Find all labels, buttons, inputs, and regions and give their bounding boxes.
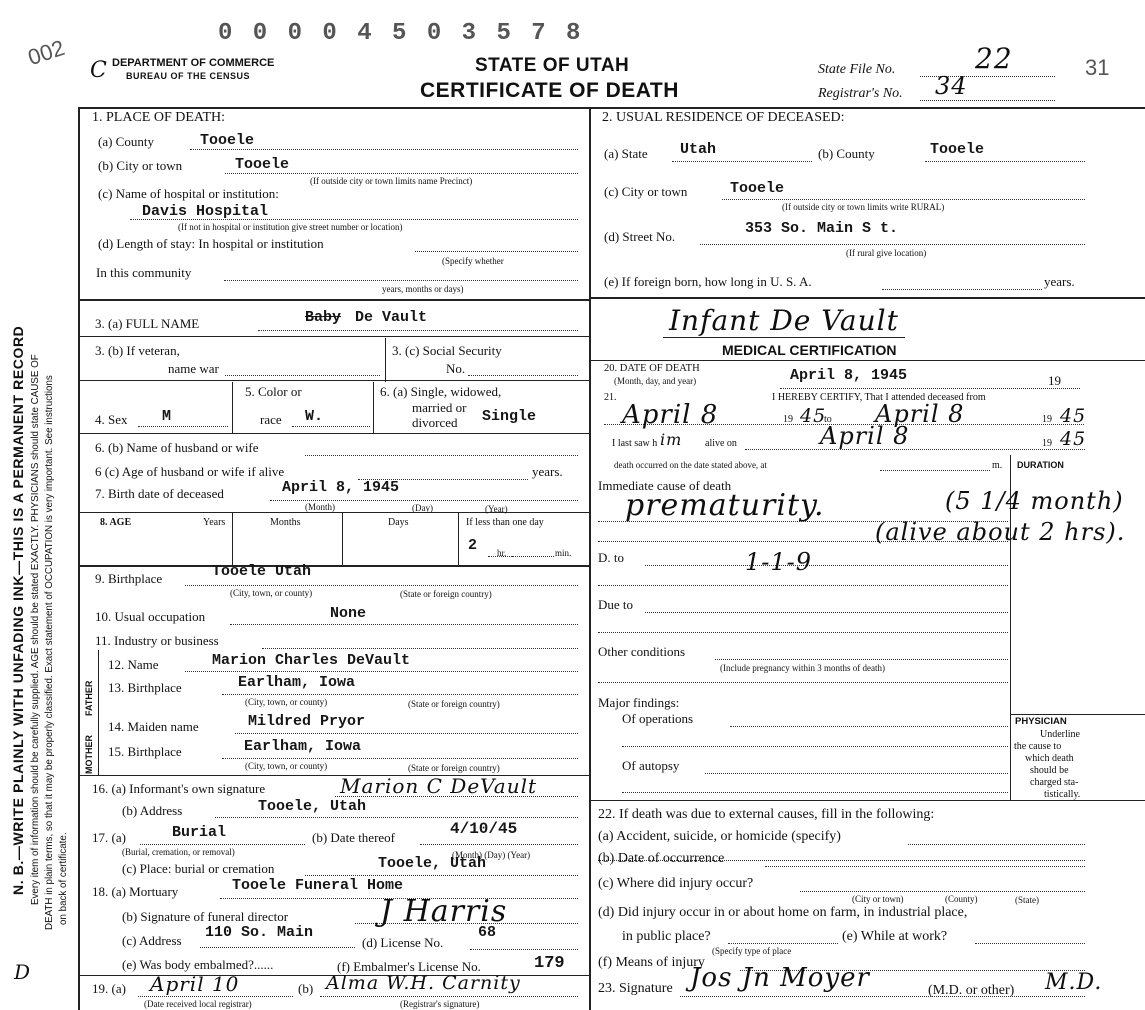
death-occurred-label: death occurred on the date stated above, at <box>614 460 767 470</box>
foreign-born-label: (e) If foreign born, how long in U. S. A. <box>604 274 812 289</box>
informant-address-value[interactable]: Tooele, Utah <box>258 798 367 815</box>
informant-address-label: (b) Address <box>122 803 183 818</box>
registrar-label: 19. (a) <box>92 981 126 996</box>
birth-date-value[interactable]: April 8, 1945 <box>282 479 400 496</box>
margin-note-left: 002 <box>24 34 68 71</box>
registrar-date-value[interactable]: April 10 <box>150 972 240 996</box>
bureau-title: BUREAU OF THE CENSUS <box>126 71 251 81</box>
age-less-than-day: If less than one day <box>466 517 544 528</box>
informant-signature[interactable]: Marion C DeVault <box>340 774 538 798</box>
sidebar-notice: N. B.—WRITE PLAINLY WITH UNFADING INK—THIS IS A PERMANENT RECORD <box>10 325 26 895</box>
death-city-note: (If outside city or town limits name Precinct) <box>310 176 473 186</box>
physician-note-2: the cause to <box>1014 741 1062 752</box>
name-row-rule <box>78 336 591 337</box>
last-saw-date[interactable]: April 8 <box>820 422 910 450</box>
father-birthplace-value[interactable]: Earlham, Iowa <box>238 674 356 691</box>
race-label: race <box>260 412 282 427</box>
external-public-label: in public place? <box>622 929 711 944</box>
physician-note-3: which death <box>1025 753 1074 764</box>
last-saw-19: 19 <box>1042 438 1052 449</box>
registrar-signature[interactable]: Alma W.H. Carnity <box>326 972 521 994</box>
burial-date-note: (Month) (Day) (Year) <box>452 850 531 860</box>
place-of-death-title: 1. PLACE OF DEATH: <box>92 110 226 125</box>
mother-maiden-label: 14. Maiden name <box>108 719 199 734</box>
mother-side-label: MOTHER <box>84 735 94 774</box>
residence-state-value[interactable]: Utah <box>680 141 717 158</box>
external-specify-note: (Specify type of place <box>712 946 792 956</box>
duration-heading: DURATION <box>1017 460 1064 470</box>
signature-23-label: 23. Signature <box>598 981 673 996</box>
residence-city-label: (c) City or town <box>604 184 688 199</box>
alive-on-label: alive on <box>705 438 737 449</box>
registrar-b-label: (b) <box>298 981 314 996</box>
race-value[interactable]: W. <box>305 408 324 425</box>
last-saw-year[interactable]: 45 <box>1060 428 1087 450</box>
birth-date-label: 7. Birth date of deceased <box>95 486 224 501</box>
ssn-no-label: No. <box>446 361 466 376</box>
burial-place-value[interactable]: Tooele, Utah <box>378 855 487 872</box>
external-city-note: (City or town) <box>852 894 904 904</box>
registrar-date-note: (Date received local registrar) <box>144 999 252 1009</box>
burial-note: (Burial, cremation, or removal) <box>122 847 235 857</box>
md-or-other-label: (M.D. or other) <box>928 983 1015 998</box>
due-to-label: Due to <box>598 597 634 612</box>
burial-date-value[interactable]: 4/10/45 <box>450 820 518 838</box>
immediate-cause-alive-note[interactable]: (alive about 2 hrs). <box>875 518 1126 546</box>
stay-label: (d) Length of stay: In hospital or institution <box>98 236 324 251</box>
community-label: In this community <box>96 265 192 280</box>
death-county-value[interactable]: Tooele <box>200 132 255 149</box>
form-left-border <box>78 107 80 1010</box>
funeral-director-label: (b) Signature of funeral director <box>122 909 289 924</box>
item-21-number: 21. <box>604 392 617 403</box>
external-a-label: (a) Accident, suicide, or homicide (specify) <box>598 829 841 844</box>
external-f-label: (f) Means of injury <box>598 955 705 970</box>
age-top-rule <box>78 512 591 513</box>
external-state-note: (State) <box>1015 895 1039 905</box>
veteran-row-rule <box>78 380 591 381</box>
age-months-label: Months <box>270 517 301 528</box>
physician-note-6: tistically. <box>1044 789 1081 800</box>
marital-value[interactable]: Single <box>482 408 537 425</box>
other-conditions-label: Other conditions <box>598 644 686 659</box>
state-file-value: 22 <box>975 42 1013 75</box>
age-bottom-rule <box>78 565 591 567</box>
spouse-name-label: 6. (b) Name of husband or wife <box>95 440 259 455</box>
external-e-label: (e) While at work? <box>842 929 948 944</box>
mortuary-address-value[interactable]: 110 So. Main <box>205 924 314 941</box>
birth-year-note: (Year) <box>485 504 508 514</box>
external-causes-title: 22. If death was due to external causes, fill in the following: <box>598 807 935 822</box>
marital-married: married or <box>412 400 467 415</box>
hospital-note: (If not in hospital or institution give street number or location) <box>178 222 403 232</box>
mother-birthplace-note-1: (City, town, or county) <box>245 761 328 771</box>
stay-years-note: years, months or days) <box>382 284 464 294</box>
age-days-label: Days <box>388 517 409 528</box>
mother-birthplace-note-2: (State or foreign country) <box>408 763 500 773</box>
residence-state-label: (a) State <box>604 146 648 161</box>
parents-side-rule <box>98 650 99 775</box>
residence-title: 2. USUAL RESIDENCE OF DECEASED: <box>602 110 845 125</box>
residence-city-value[interactable]: Tooele <box>730 180 785 197</box>
of-autopsy-label: Of autopsy <box>622 758 680 773</box>
physician-box-rule <box>1010 714 1145 715</box>
age-min-label: min. <box>555 548 572 558</box>
full-name-label: 3. (a) FULL NAME <box>95 316 200 331</box>
birthplace-label: 9. Birthplace <box>95 571 163 586</box>
embalmed-label: (e) Was body embalmed?...... <box>122 957 274 972</box>
death-city-label: (b) City or town <box>98 158 183 173</box>
age-label: 8. AGE <box>100 517 132 528</box>
attended-to-date[interactable]: April 8 <box>875 400 965 428</box>
spouse-age-label: 6 (c) Age of husband or wife if alive <box>95 464 285 479</box>
marital-divorced: divorced <box>412 415 458 430</box>
mother-birthplace-value[interactable]: Earlham, Iowa <box>244 738 362 755</box>
physician-signature[interactable]: Jos Jn Moyer <box>690 963 870 993</box>
embalmer-license-value[interactable]: 179 <box>534 954 565 973</box>
certificate-serial: 0 0 0 0 4 5 0 3 5 7 8 <box>218 20 584 47</box>
other-conditions-note: (Include pregnancy within 3 months of death) <box>720 663 885 673</box>
burial-value[interactable]: Burial <box>172 824 227 841</box>
age-months-divider <box>342 513 343 566</box>
form-center-divider <box>589 107 591 1010</box>
birthplace-note-2: (State or foreign country) <box>400 589 492 599</box>
sidebar-instructions-1: Every item of information should be carefully supplied. AGE should be stated EXACTLY. PHYSICIANS should state CAUSE OF <box>30 354 41 905</box>
margin-mark-c: C <box>90 58 108 83</box>
physician-heading: PHYSICIAN <box>1015 716 1067 727</box>
attended-to-label: to <box>824 414 832 425</box>
full-name-value[interactable]: De Vault <box>355 309 428 326</box>
father-name-label: 12. Name <box>108 657 159 672</box>
age-hr-label: hr. <box>497 548 507 558</box>
date-of-death-label: 20. DATE OF DEATH <box>604 363 700 374</box>
residence-street-note: (If rural give location) <box>846 248 927 258</box>
mortuary-label: 18. (a) Mortuary <box>92 884 179 899</box>
place-bottom-rule <box>78 299 591 301</box>
cause-d-to-hand[interactable]: 1-1-9 <box>745 548 813 576</box>
sidebar-instructions-3: on back of certificate. <box>58 832 69 925</box>
last-saw-hand[interactable]: im <box>660 430 683 449</box>
residence-city-note: (If outside city or town limits write RURAL) <box>782 202 945 212</box>
external-c-label: (c) Where did injury occur? <box>598 876 754 891</box>
birthplace-value[interactable]: Tooele Utah <box>212 563 312 580</box>
sidebar-instructions-2: DEATH in plain terms, so that it may be properly classified. Exact statement of OCCUPATION is very important. See instructions <box>44 375 55 930</box>
color-label: 5. Color or <box>245 384 302 399</box>
form-top-border <box>78 107 1145 109</box>
informant-label: 16. (a) Informant's own signature <box>92 781 266 796</box>
mother-maiden-value[interactable]: Mildred Pryor <box>248 713 366 730</box>
date-of-death-note: (Month, day, and year) <box>614 376 697 386</box>
funeral-director-signature[interactable]: J Harris <box>380 894 508 929</box>
external-b-label: (b) Date of occurrence <box>598 851 725 866</box>
immediate-cause-label: Immediate cause of death <box>598 478 732 493</box>
registrar-no-value: 34 <box>935 72 968 100</box>
father-birthplace-note-1: (City, town, or county) <box>245 697 328 707</box>
medical-certification-title: MEDICAL CERTIFICATION <box>722 342 897 358</box>
immediate-cause-months[interactable]: (5 1/4 month) <box>945 487 1124 515</box>
occupation-label: 10. Usual occupation <box>95 609 206 624</box>
attended-to-year[interactable]: 45 <box>1060 405 1087 427</box>
ssn-divider <box>385 338 386 382</box>
foreign-born-years: years. <box>1044 274 1075 289</box>
of-operations-label: Of operations <box>622 711 694 726</box>
external-d-label: (d) Did injury occur in or about home on farm, in industrial place, <box>598 905 968 920</box>
medical-title-rule <box>589 360 1145 361</box>
certificate-title: CERTIFICATE OF DEATH <box>420 79 679 102</box>
registrar-signature-note: (Registrar's signature) <box>400 999 480 1009</box>
age-years-divider <box>232 513 233 566</box>
major-findings-label: Major findings: <box>598 695 680 710</box>
veteran-label: 3. (b) If veteran, <box>95 343 180 358</box>
age-years-label: Years <box>203 517 226 528</box>
burial-place-label: (c) Place: burial or cremation <box>122 861 275 876</box>
sex-row-rule <box>78 433 591 434</box>
residence-street-value[interactable]: 353 So. Main S t. <box>745 220 899 237</box>
stay-specify-note: (Specify whether <box>442 256 504 266</box>
state-file-label: State File No. <box>818 62 896 77</box>
ssn-label: 3. (c) Social Security <box>392 343 502 358</box>
hospital-value[interactable]: Davis Hospital <box>142 203 269 220</box>
immediate-cause-value[interactable]: prematurity. <box>625 488 825 523</box>
license-value[interactable]: 68 <box>478 924 497 941</box>
attended-to-19: 19 <box>1042 414 1052 425</box>
occupation-value[interactable]: None <box>330 605 367 622</box>
birthplace-note-1: (City, town, or county) <box>230 588 313 598</box>
full-name-handwritten[interactable]: Infant De Vault <box>663 304 905 338</box>
father-name-value[interactable]: Marion Charles DeVault <box>212 652 411 669</box>
mortuary-value[interactable]: Tooele Funeral Home <box>232 877 404 894</box>
attended-from-date[interactable]: April 8 <box>622 400 719 430</box>
mother-birthplace-label: 15. Birthplace <box>108 744 182 759</box>
margin-mark-d: D <box>14 960 32 984</box>
death-occurred-m: m. <box>992 460 1003 471</box>
attended-from-year[interactable]: 45 <box>800 405 827 427</box>
state-title: STATE OF UTAH <box>475 55 630 76</box>
physician-signature-tail[interactable]: M.D. <box>1045 970 1103 995</box>
father-side-label: FATHER <box>84 680 94 716</box>
death-city-value[interactable]: Tooele <box>235 156 290 173</box>
certify-text: I HEREBY CERTIFY, That I attended deceased from <box>772 392 986 403</box>
birth-month-note: (Month) <box>305 502 335 512</box>
death-county-label: (a) County <box>98 134 154 149</box>
age-hours-value[interactable]: 2 <box>468 537 478 554</box>
residence-county-label: (b) County <box>818 146 875 161</box>
department-title: DEPARTMENT OF COMMERCE <box>112 57 275 69</box>
spouse-age-years: years. <box>532 464 563 479</box>
full-name-struck[interactable]: Baby <box>305 309 342 326</box>
residence-street-label: (d) Street No. <box>604 229 676 244</box>
attended-from-19: 19 <box>783 414 793 425</box>
hospital-label: (c) Name of hospital or institution: <box>98 186 279 201</box>
external-county-note: (County) <box>945 894 978 904</box>
margin-note-right: 31 <box>1085 55 1110 80</box>
marital-divider <box>373 382 374 434</box>
external-causes-rule <box>589 800 1145 801</box>
physician-note-1: Underline <box>1040 729 1080 740</box>
residence-county-value[interactable]: Tooele <box>930 141 985 158</box>
physician-note-5: charged sta- <box>1030 777 1079 788</box>
date-of-death-value[interactable]: April 8, 1945 <box>790 367 908 384</box>
physician-note-4: should be <box>1030 765 1069 776</box>
sex-value[interactable]: M <box>162 408 172 425</box>
mortuary-address-label: (c) Address <box>122 933 182 948</box>
sex-label: 4. Sex <box>95 412 128 427</box>
color-divider <box>232 382 233 434</box>
cause-d-to-label: D. to <box>598 550 624 565</box>
age-days-divider <box>458 513 459 566</box>
father-birthplace-note-2: (State or foreign country) <box>408 699 500 709</box>
date-of-death-19: 19 <box>1048 373 1061 388</box>
marital-label: 6. (a) Single, widowed, <box>380 384 502 399</box>
industry-label: 11. Industry or business <box>95 633 219 648</box>
war-label: name war <box>168 361 219 376</box>
license-label: (d) License No. <box>362 935 444 950</box>
birth-day-note: (Day) <box>412 503 433 513</box>
burial-label: 17. (a) <box>92 830 126 845</box>
burial-date-label: (b) Date thereof <box>312 830 396 845</box>
father-birthplace-label: 13. Birthplace <box>108 680 182 695</box>
registrar-no-label: Registrar's No. <box>818 86 903 101</box>
residence-bottom-rule <box>589 297 1145 299</box>
embalmer-license-label: (f) Embalmer's License No. <box>337 959 481 974</box>
last-saw-label: I last saw h <box>612 438 658 449</box>
